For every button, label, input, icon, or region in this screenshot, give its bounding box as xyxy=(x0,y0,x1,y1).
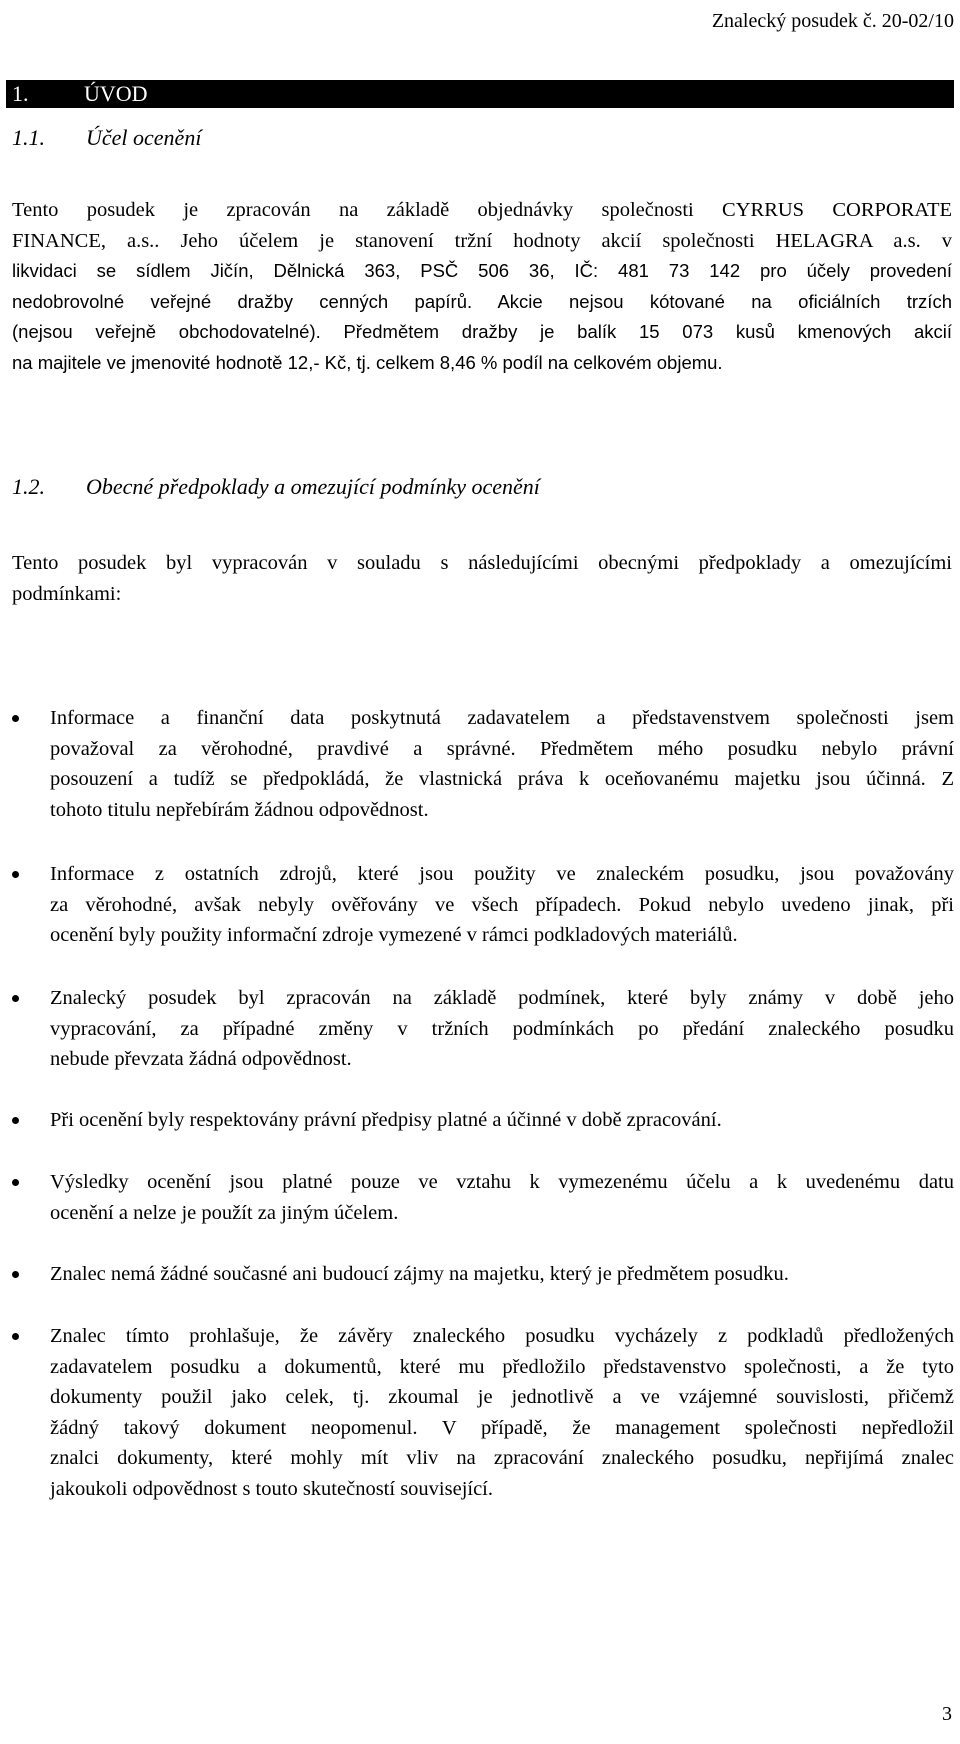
subheading-number: 1.1. xyxy=(12,125,45,150)
page-number: 3 xyxy=(942,1703,952,1725)
bullet-line: Znalec nemá žádné současné ani budoucí zájmy na majetku, který je předmětem posudku. xyxy=(50,1263,789,1285)
intro-line: na majitele ve jmenovité hodnotě 12,- Kč, tj. celkem 8,46 % podíl na celkovém objemu. xyxy=(12,351,723,373)
bullet-line: Znalecký posudek byl zpracován na základě podmínek, které byly známy v době jeho xyxy=(50,987,954,1009)
page-header: Znalecký posudek č. 20-02/10 xyxy=(711,10,954,32)
bullet-line: vypracování, za případné změny v tržních podmínkách po předání znaleckého posudku xyxy=(50,1017,954,1040)
intro-line: (nejsou veřejně obchodovatelné). Předmětem dražby je balík 15 073 kusů kmenových akcií xyxy=(12,321,952,342)
bullet-dot-icon xyxy=(12,995,19,1002)
bullet-dot-icon xyxy=(12,1179,19,1186)
bullet-line: Informace a finanční data poskytnutá zadavatelem a představenstvem společnosti jsem xyxy=(50,707,954,729)
bullet-line: Při ocenění byly respektovány právní předpisy platné a účinné v době zpracování. xyxy=(50,1109,722,1131)
bullet-line: jakoukoli odpovědnost s touto skutečností související. xyxy=(50,1477,494,1500)
conditions-intro-line: podmínkami: xyxy=(12,582,122,605)
bullet-line: znalci dokumenty, které mohly mít vliv na zpracování znaleckého posudku, nepřijímá znalec xyxy=(50,1447,954,1469)
subheading-title: Účel ocenění xyxy=(86,125,202,150)
bullet-line: za věrohodné, avšak nebyly ověřovány ve všech případech. Pokud nebylo uvedeno jinak, při xyxy=(50,893,954,916)
bullet-line: ocenění a nelze je použít za jiným účelem. xyxy=(50,1201,399,1224)
subheading-title: Obecné předpoklady a omezující podmínky ocenění xyxy=(86,474,540,499)
section-title: ÚVOD xyxy=(84,81,148,106)
bullet-line: posouzení a tudíž se předpokládá, že vlastnická práva k oceňovanému majetku jsou účinná. Z xyxy=(50,768,954,790)
intro-paragraph xyxy=(12,195,952,378)
intro-line: nedobrovolné veřejné dražby cenných papírů. Akcie nejsou kótované na oficiálních trzích xyxy=(12,290,952,312)
bullet-line: považoval za věrohodné, pravdivé a správné. Předmětem mého posudku nebylo právní xyxy=(50,737,954,760)
bullet-line: nebude převzata žádná odpovědnost. xyxy=(50,1048,352,1070)
intro-line: Tento posudek je zpracován na základě objednávky společnosti CYRRUS CORPORATE xyxy=(12,199,952,221)
bullet-dot-icon xyxy=(12,871,19,878)
subheading-number: 1.2. xyxy=(12,474,45,499)
bullet-dot-icon xyxy=(12,715,19,722)
bullet-dot-icon xyxy=(12,1117,19,1124)
bullet-line: Informace z ostatních zdrojů, které jsou použity ve znaleckém posudku, jsou považovány xyxy=(50,863,954,885)
conditions-intro-paragraph xyxy=(12,548,952,609)
bullet-line: zadavatelem posudku a dokumentů, které mu předložilo představenstvo společnosti, a že tyto xyxy=(50,1355,954,1378)
section-number: 1. xyxy=(12,81,29,106)
conditions-intro-line: Tento posudek byl vypracován v souladu s následujícími obecnými předpoklady a omezujícími xyxy=(12,552,952,574)
bullet-dot-icon xyxy=(12,1271,19,1278)
bullet-line: žádný takový dokument neopomenul. V případě, že management společnosti nepředložil xyxy=(50,1416,954,1439)
bullet-line: ocenění byly použity informační zdroje vymezené v rámci podkladových materiálů. xyxy=(50,924,738,946)
bullet-dot-icon xyxy=(12,1333,19,1340)
bullet-line: tohoto titulu nepřebírám žádnou odpovědnost. xyxy=(50,798,429,821)
bullet-line: Výsledky ocenění jsou platné pouze ve vztahu k vymezenému účelu a k uvedenému datu xyxy=(50,1171,954,1193)
bullet-line: dokumenty použil jako celek, tj. zkoumal je jednotlivě a ve vzájemné souvislosti, přičemž xyxy=(50,1386,954,1408)
intro-line: likvidaci se sídlem Jičín, Dělnická 363, PSČ 506 36, IČ: 481 73 142 pro účely provedení xyxy=(12,260,952,281)
section-heading-bar xyxy=(6,80,954,108)
bullet-line: Znalec tímto prohlašuje, že závěry znaleckého posudku vycházely z podkladů předložených xyxy=(50,1325,954,1347)
intro-line: FINANCE, a.s.. Jeho účelem je stanovení tržní hodnoty akcií společnosti HELAGRA a.s. v xyxy=(12,229,952,252)
